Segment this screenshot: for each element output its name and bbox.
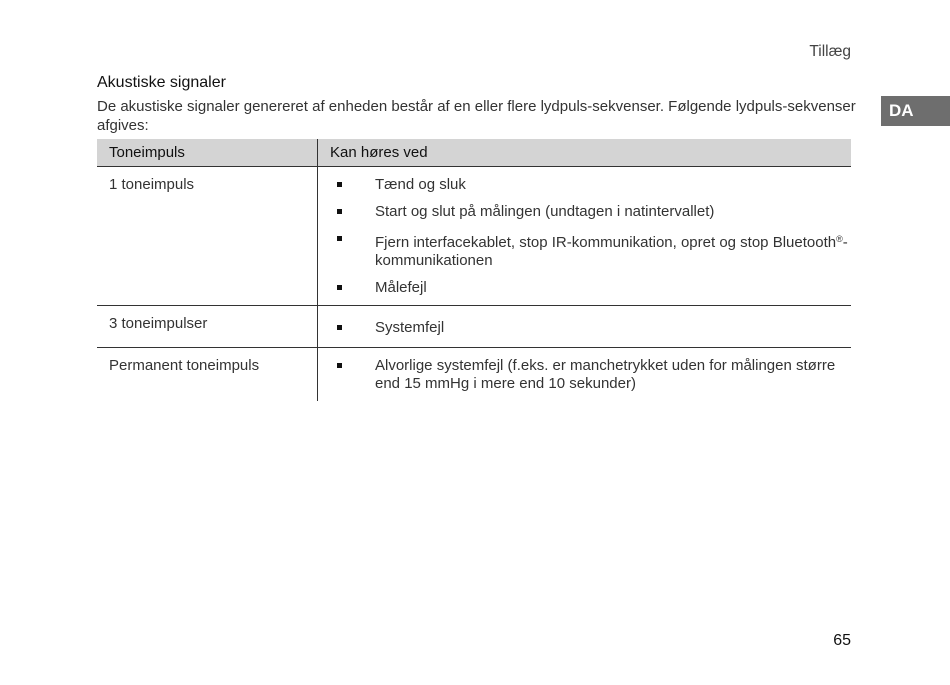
list-item-text: -kommunikationen — [375, 234, 848, 269]
page-number: 65 — [833, 632, 851, 649]
list-item: Målefejl — [318, 279, 851, 297]
table-row — [97, 348, 851, 402]
language-tab: DA — [881, 96, 950, 126]
signal-table — [97, 139, 851, 401]
list-item: Alvorlige systemfejl (f.eks. er manchetrykket uden for målingen større end 15 mmHg i mere end 10 sekunder) — [318, 357, 851, 393]
events-cell — [318, 348, 852, 402]
bullet-list — [318, 348, 851, 401]
list-item — [318, 230, 851, 270]
bullet-list — [318, 167, 851, 305]
bullet-list — [318, 306, 851, 347]
table-row — [97, 306, 851, 348]
signal-cell: 3 toneimpulser — [97, 306, 318, 348]
running-header: Tillæg — [809, 43, 851, 60]
registered-mark: ® — [836, 234, 843, 244]
events-cell — [318, 167, 852, 306]
table-row — [97, 167, 851, 306]
column-header-signal: Toneimpuls — [97, 139, 318, 167]
list-item: Systemfejl — [318, 319, 851, 337]
signal-cell: 1 toneimpuls — [97, 167, 318, 306]
intro-paragraph: De akustiske signaler genereret af enheden består af en eller flere lydpuls-sekvenser. Følgende lydpuls-sekvenser afgives: — [97, 98, 856, 134]
list-item: Tænd og sluk — [318, 176, 851, 194]
section-title: Akustiske signaler — [97, 74, 226, 91]
table-header-row — [97, 139, 851, 167]
signal-cell: Permanent toneimpuls — [97, 348, 318, 402]
events-cell — [318, 306, 852, 348]
list-item-text: Fjern interfacekablet, stop IR-kommunikation, opret og stop Bluetooth — [375, 234, 837, 251]
column-header-heard-at: Kan høres ved — [318, 139, 852, 167]
list-item: Start og slut på målingen (undtagen i natintervallet) — [318, 203, 851, 221]
